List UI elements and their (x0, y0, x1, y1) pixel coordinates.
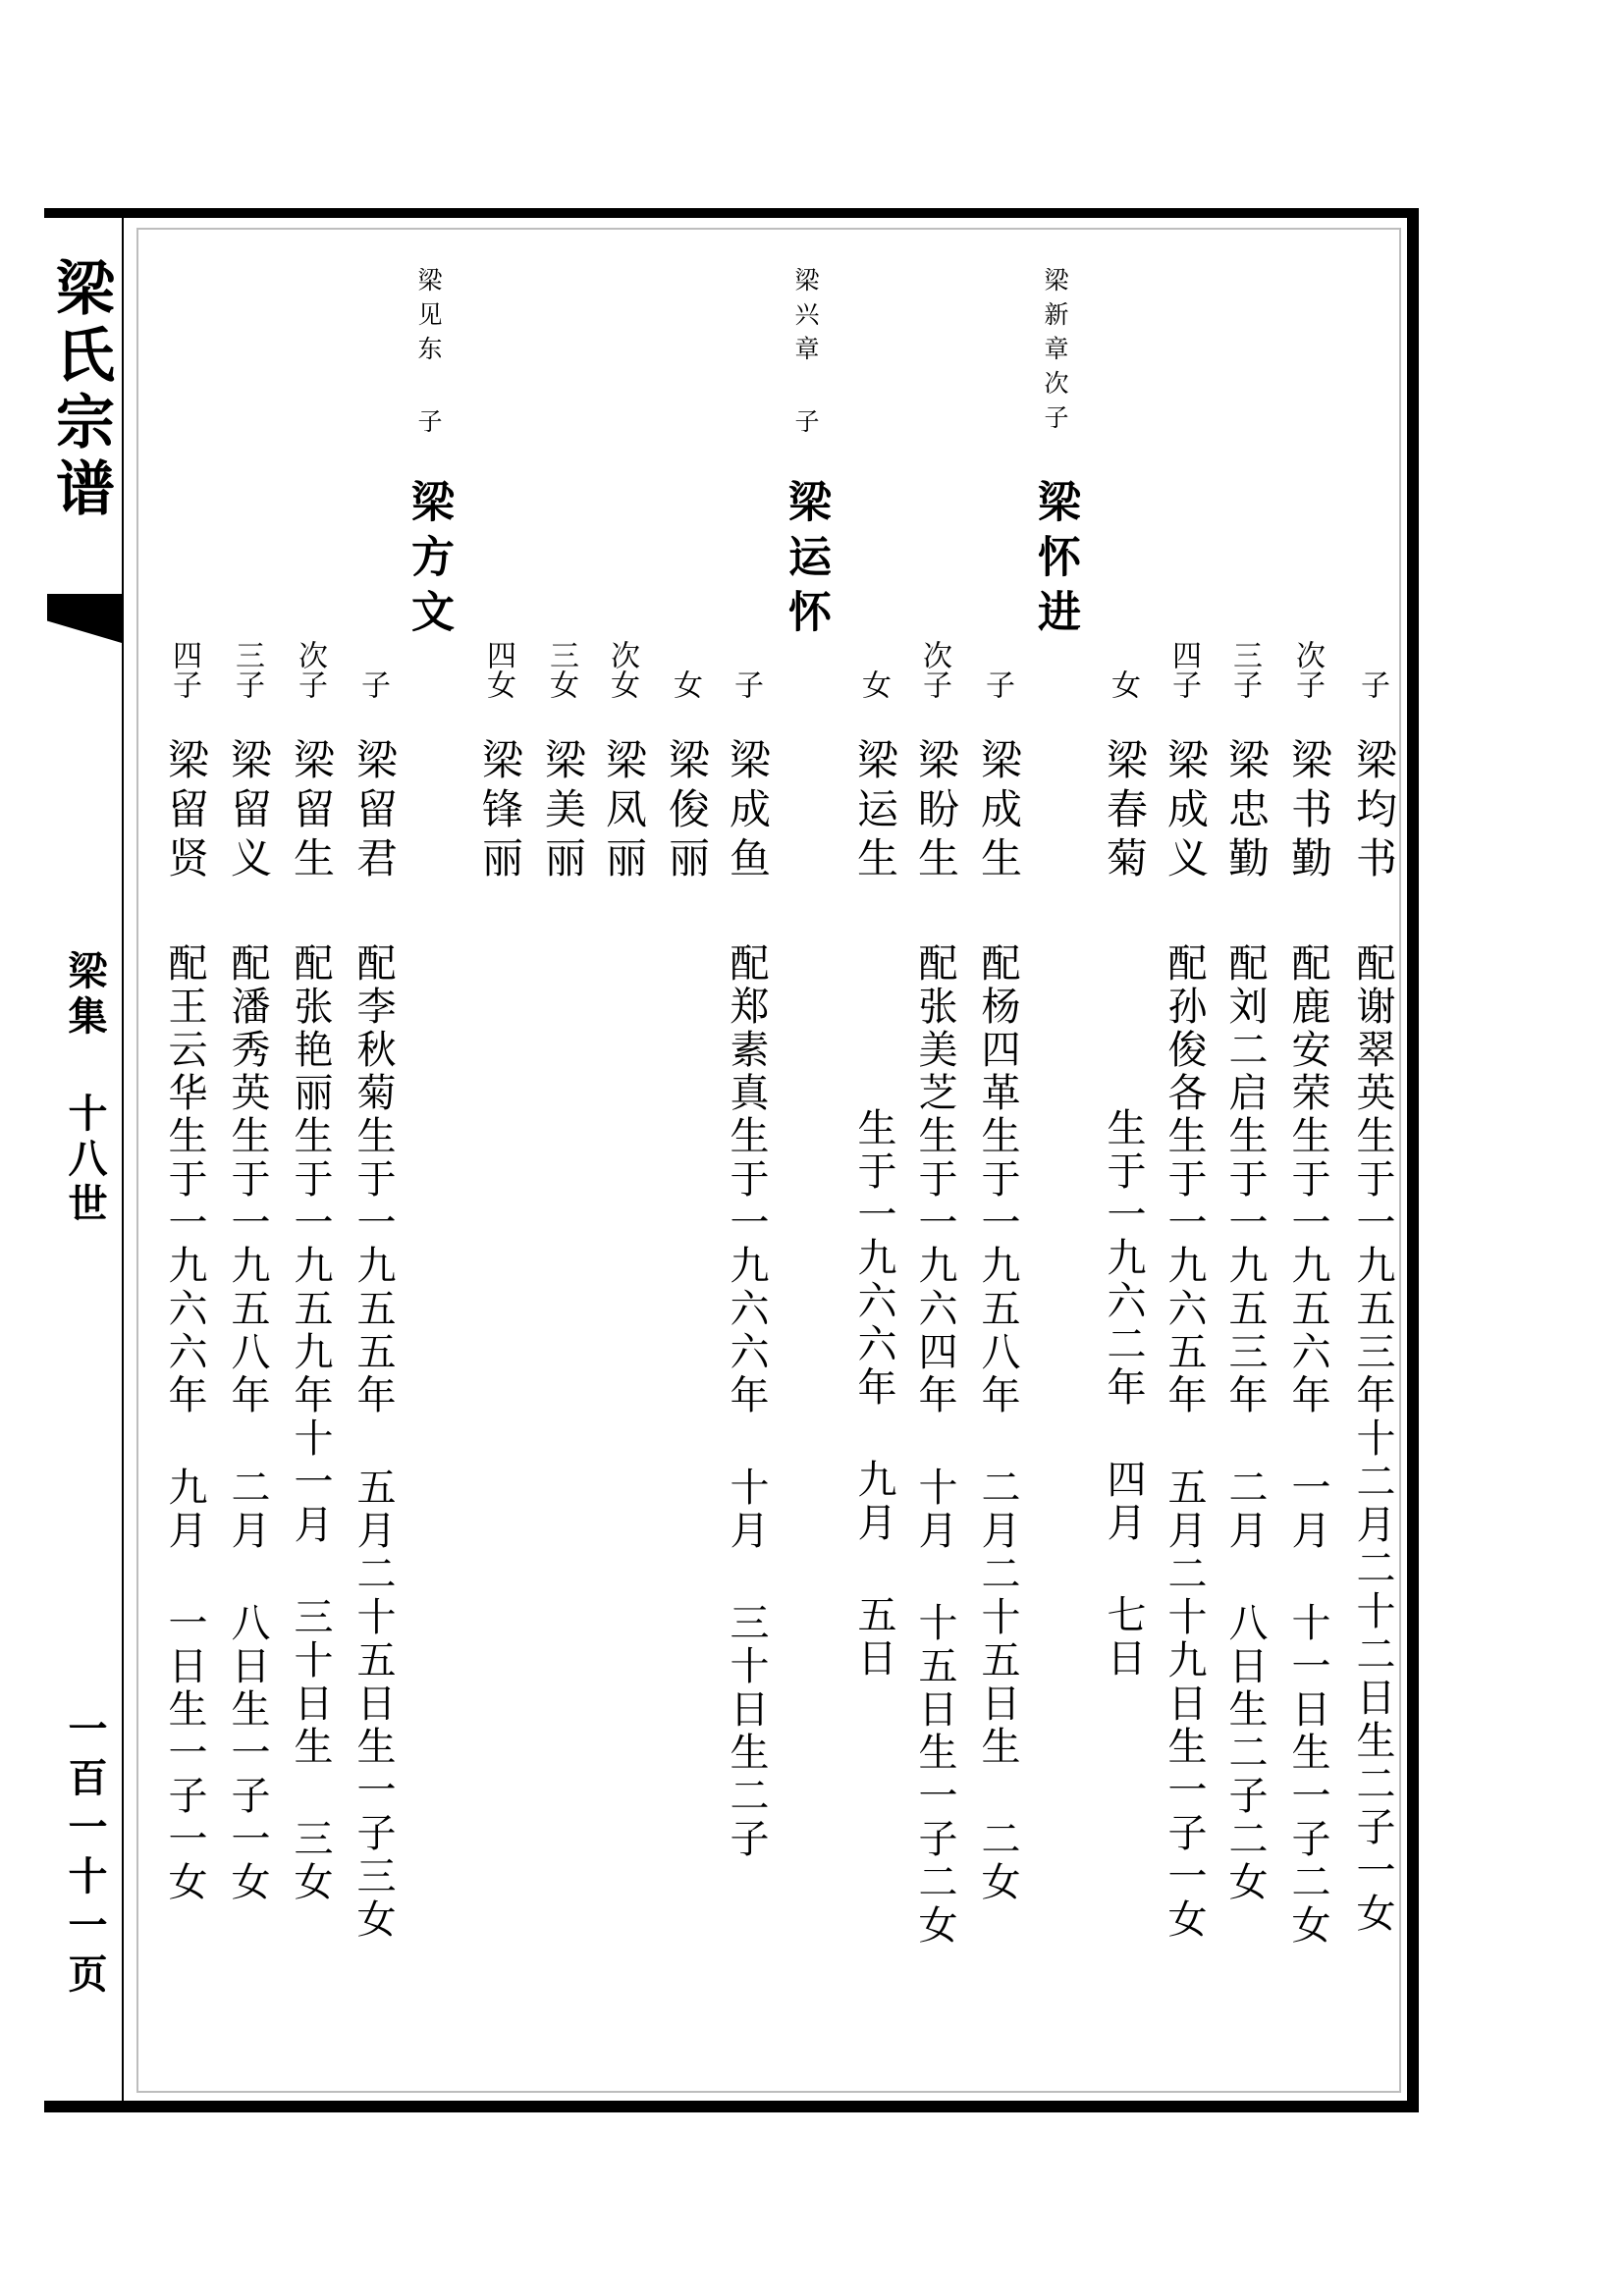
child-record: 配鹿安荣生于一九五六年 一月 十一日生一子二女 (1285, 942, 1330, 1948)
child-name: 梁留贤 (162, 738, 210, 885)
child-name: 梁凤丽 (600, 738, 648, 885)
child-rank: 三女 (544, 640, 578, 699)
child-rank: 次女 (605, 640, 639, 699)
child-rank: 次子 (1290, 640, 1325, 699)
child-record: 配王云华生于一九六六年 九月 一日生一子一女 (162, 942, 207, 1904)
page-number: 一百一十一页 (62, 1708, 108, 2002)
child-name: 梁美丽 (539, 738, 587, 885)
child-name: 梁留生 (288, 738, 336, 885)
genealogy-title: 梁氏宗谱 (46, 257, 115, 524)
child-name: 梁留义 (225, 738, 273, 885)
frame-bottom-border (44, 2101, 1419, 2112)
child-record: 配刘二启生于一九五三年 二月 八日生二子二女 (1222, 942, 1268, 1904)
child-rank: 四子 (167, 640, 201, 699)
child-record: 配谢翠英生于一九五三年十二月二十二日生二子一女 (1350, 942, 1395, 1936)
household-head: 梁怀进 (1030, 479, 1080, 644)
child-name: 梁留君 (351, 738, 399, 885)
child-name: 梁书勤 (1285, 738, 1333, 885)
child-name: 梁运生 (851, 738, 899, 885)
child-rank: 三子 (230, 640, 264, 699)
spine-ornament (47, 594, 122, 643)
child-rank: 子 (1355, 669, 1389, 699)
child-name: 梁成鱼 (724, 738, 772, 885)
child-record: 生于一九六二年 四月 七日 (1101, 1107, 1146, 1681)
child-record: 配李秋菊生于一九五五年 五月二十五日生一子三女 (351, 942, 396, 1942)
child-record: 配孙俊各生于一九六五年 五月二十九日生一子一女 (1162, 942, 1207, 1942)
child-record: 配杨四革生于一九五八年 二月二十五日生 二女 (975, 942, 1020, 1904)
child-rank: 三子 (1227, 640, 1262, 699)
child-rank: 四女 (481, 640, 515, 699)
child-record: 配张美芝生于一九六四年 十月 十五日生一子二女 (912, 942, 957, 1948)
child-name: 梁锋丽 (476, 738, 524, 885)
spine-divider (122, 218, 124, 2101)
child-name: 梁忠勤 (1222, 738, 1271, 885)
collection-generation: 梁集 十八世 (62, 950, 108, 1228)
child-name: 梁成生 (975, 738, 1023, 885)
child-name: 梁均书 (1350, 738, 1398, 885)
child-rank: 子 (355, 669, 390, 699)
frame-top-border (44, 208, 1419, 218)
father-note: 梁兴章 子 (791, 267, 820, 443)
child-name: 梁春菊 (1101, 738, 1149, 885)
child-record: 配郑素真生于一九六六年 十月 三十日生二子 (724, 942, 769, 1861)
household-head: 梁方文 (404, 479, 454, 644)
child-record: 生于一九六六年 九月 五日 (851, 1107, 896, 1681)
child-rank: 子 (729, 669, 763, 699)
child-record: 配张艳丽生于一九五九年十一月 三十日生 三女 (288, 942, 333, 1904)
child-name: 梁盼生 (912, 738, 960, 885)
child-name: 梁成义 (1162, 738, 1210, 885)
child-rank: 次子 (917, 640, 951, 699)
child-rank: 女 (1106, 669, 1140, 699)
child-rank: 次子 (293, 640, 327, 699)
child-name: 梁俊丽 (663, 738, 711, 885)
child-rank: 女 (668, 669, 702, 699)
frame-right-border (1407, 208, 1419, 2112)
child-rank: 四子 (1166, 640, 1201, 699)
household-head: 梁运怀 (781, 479, 831, 644)
child-record: 配潘秀英生于一九五八年 二月 八日生一子一女 (225, 942, 270, 1904)
father-note: 梁新章次子 (1041, 267, 1069, 439)
father-note: 梁见东 子 (414, 267, 443, 443)
child-rank: 子 (980, 669, 1014, 699)
child-rank: 女 (856, 669, 891, 699)
